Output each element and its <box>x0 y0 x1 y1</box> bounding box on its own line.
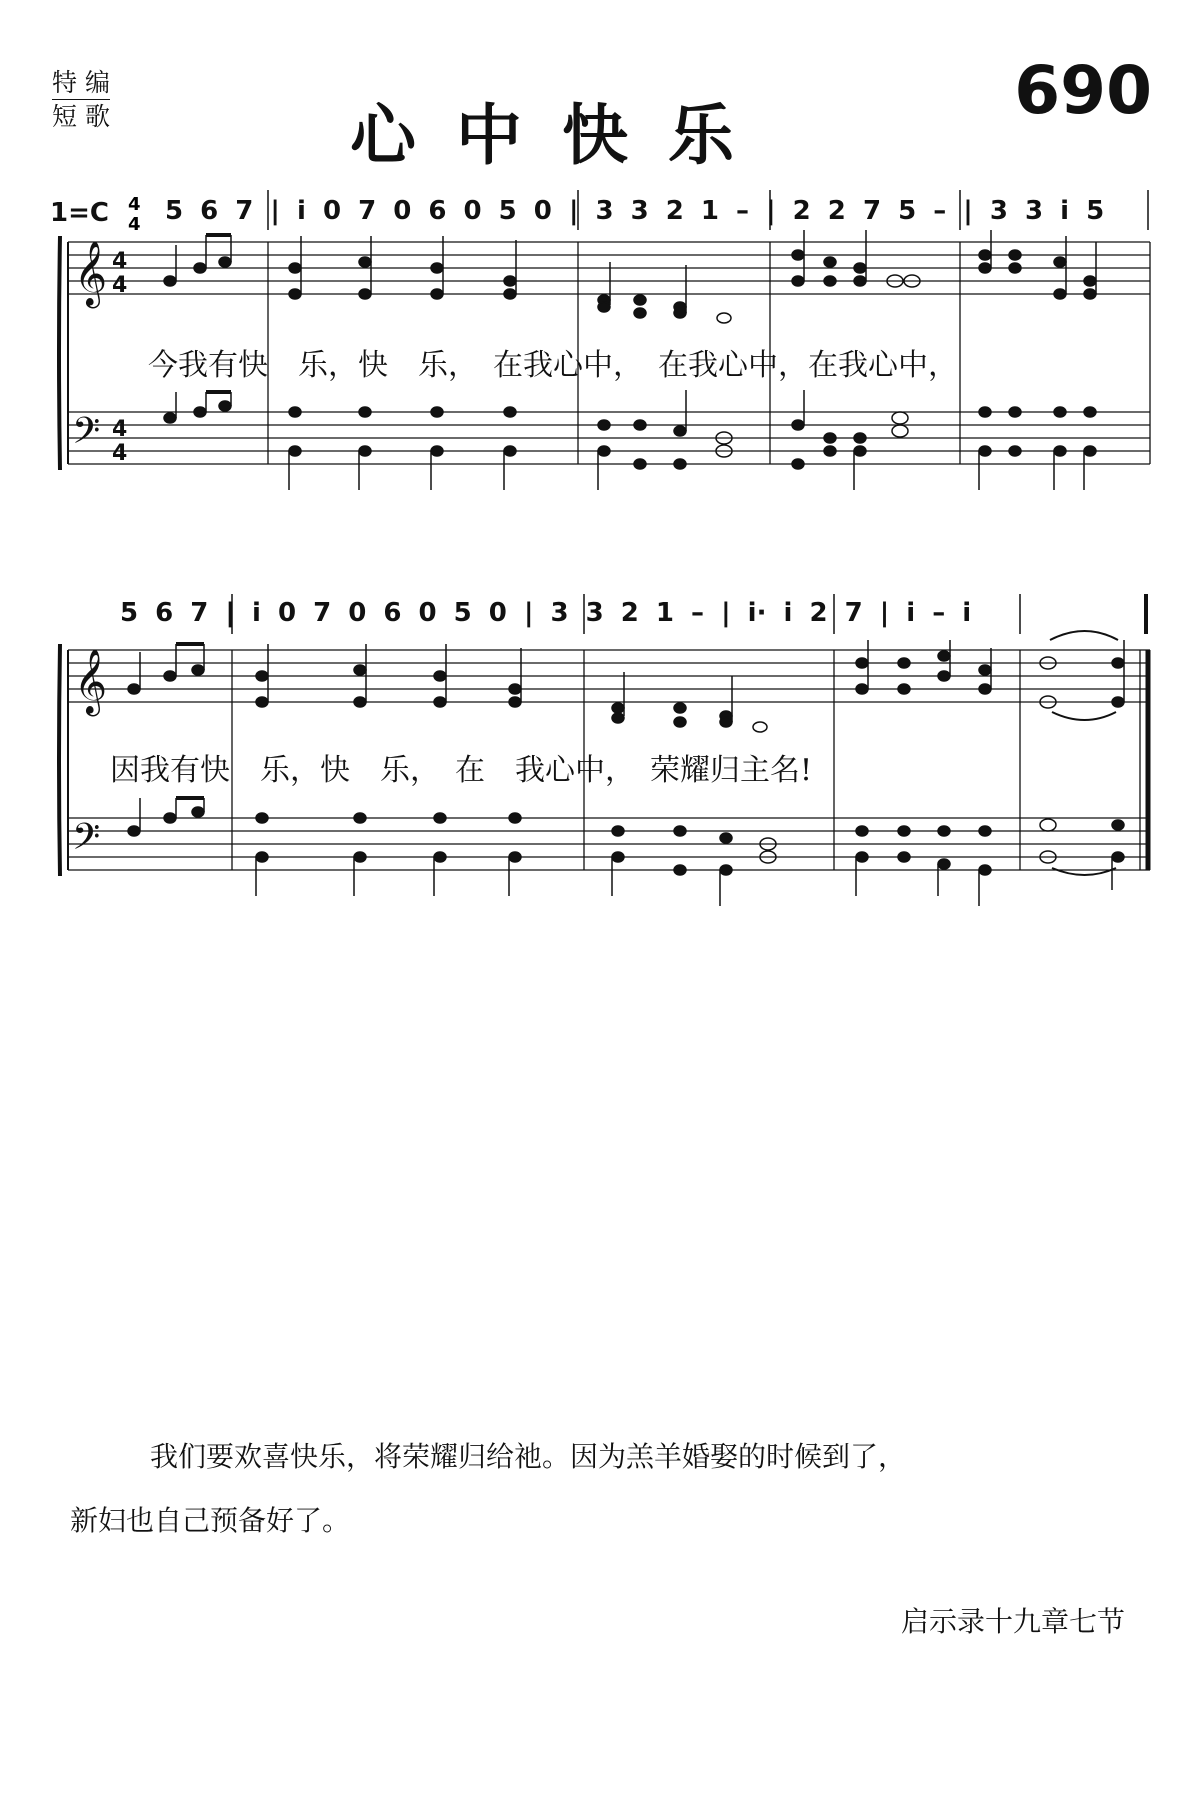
hymn-number: 690 <box>1014 52 1152 129</box>
notes-treble-2 <box>128 631 1124 732</box>
bass-clef-icon: 𝄢 <box>72 410 101 461</box>
jianpu-time-top: 4 <box>128 194 141 215</box>
verse-line-1: 我们要欢喜快乐，将荣耀归给祂。因为羔羊婚娶的时候到了， <box>150 1440 907 1473</box>
lyrics-line-2: 因我有快 乐，快 乐， 在 我心中， 荣耀归主名! <box>110 753 813 788</box>
notes-bass-1 <box>164 390 1096 490</box>
svg-text:4: 4 <box>112 249 128 274</box>
lyrics-line-1: 今我有快 乐，快 乐， 在我心中， 在我心中，在我心中， <box>148 348 958 383</box>
jianpu-time-bottom: 4 <box>128 214 141 235</box>
hymn-title: 心中快乐 <box>350 97 774 174</box>
category-label-top: 特 编 <box>52 68 110 100</box>
treble-clef-icon: 𝄞 <box>74 241 108 306</box>
bass-clef-icon: 𝄢 <box>72 816 101 867</box>
svg-text:4: 4 <box>112 273 128 298</box>
clefs-1 <box>72 241 127 466</box>
jianpu-line-2: 5 6 7 | i 0 7 0 6 0 5 0 | 3 3 2 1 – | i· i 2 7 | i – i <box>120 598 972 628</box>
jianpu-line-1: 5 6 7 | i 0 7 0 6 0 5 0 | 3 3 2 1 – | 2 2 7 5 – | 3 3 i 5 <box>165 196 1105 226</box>
category-label-bottom: 短 歌 <box>52 102 110 131</box>
notes-treble-1 <box>164 230 1096 323</box>
svg-text:4: 4 <box>112 441 128 466</box>
treble-clef-icon: 𝄞 <box>74 649 108 714</box>
clefs-2 <box>72 649 107 867</box>
notes-bass-2 <box>128 798 1124 906</box>
verse-line-2: 新妇也自己预备好了。 <box>70 1504 351 1537</box>
key-signature: 1=C <box>50 198 109 228</box>
svg-text:4: 4 <box>112 417 128 442</box>
verse-reference: 启示录十九章七节 <box>900 1605 1125 1638</box>
